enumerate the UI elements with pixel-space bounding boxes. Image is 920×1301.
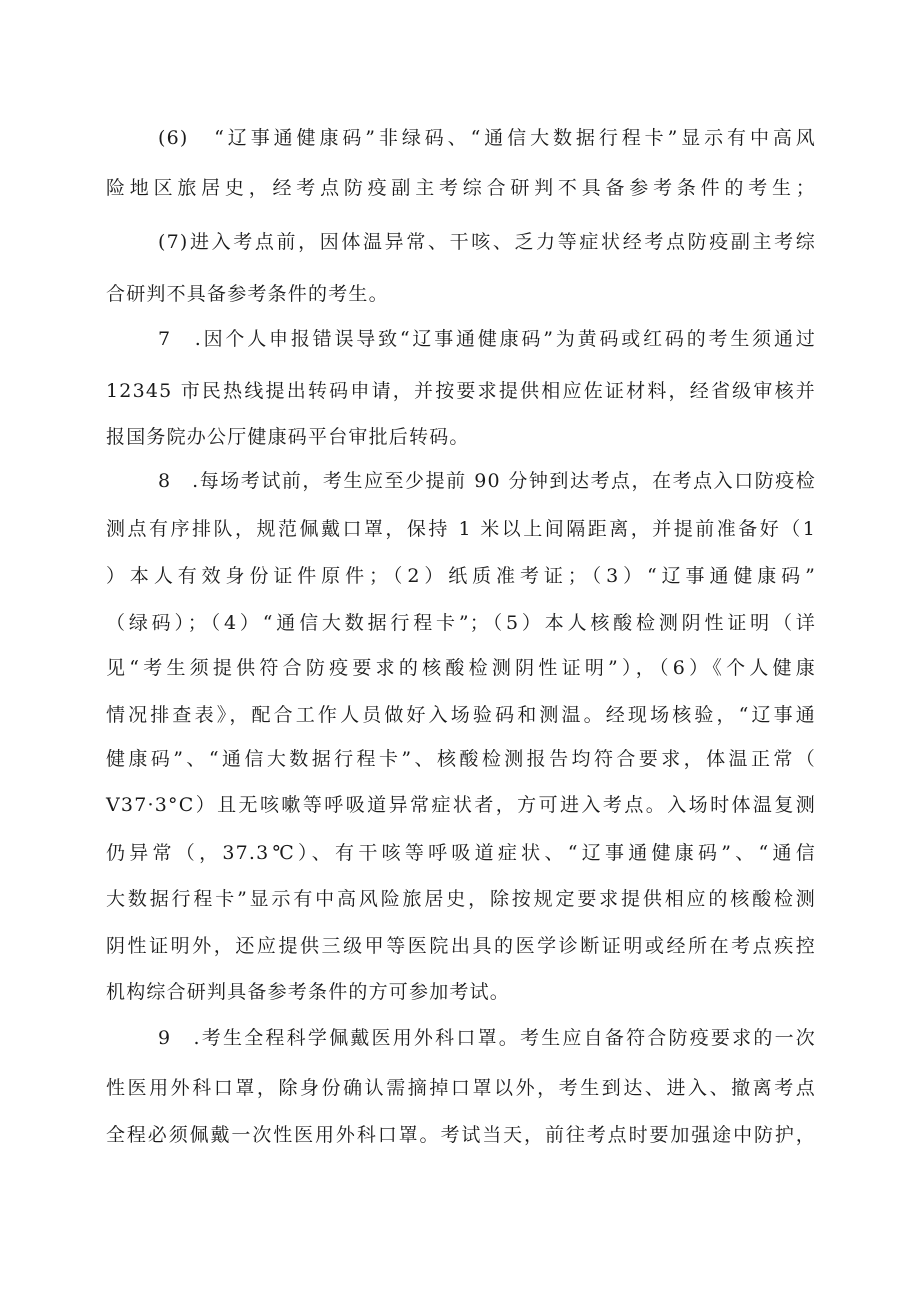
text-line: 全程必须佩戴一次性医用外科口罩。考试当天，前往考点时要加强途中防护， [106,1124,816,1146]
text-line: 性医用外科口罩，除身份确认需摘掉口罩以外，考生到达、进入、撤离考点 [106,1077,816,1099]
text-line: 9 .考生全程科学佩戴医用外科口罩。考生应自备符合防疫要求的一次 [158,1027,816,1049]
text-line: 合研判不具备参考条件的考生。 [106,283,389,305]
text-line: 12345 市民热线提出转码申请，并按要求提供相应佐证材料，经省级审核并 [106,380,816,402]
text-line: (6) “辽事通健康码”非绿码、“通信大数据行程卡”显示有中高风 [158,127,816,149]
text-line: 7 .因个人申报错误导致“辽事通健康码”为黄码或红码的考生须通过 [158,328,816,350]
text-line: 健康码”、“通信大数据行程卡”、核酸检测报告均符合要求，体温正常（ [106,748,816,770]
text-line: 测点有序排队，规范佩戴口罩，保持 1 米以上间隔距离，并提前准备好（1 [106,518,816,540]
text-line: 情况排查表》，配合工作人员做好入场验码和测温。经现场核验，“辽事通 [106,704,816,726]
text-line: （绿码）；（4）“通信大数据行程卡”；（5）本人核酸检测阴性证明（详 [106,612,816,634]
text-line: 8 .每场考试前，考生应至少提前 90 分钟到达考点，在考点入口防疫检 [158,470,816,492]
text-line: (7)进入考点前，因体温异常、干咳、乏力等症状经考点防疫副主考综 [158,231,816,253]
text-line: V37·3°C）且无咳嗽等呼吸道异常症状者，方可进入考点。入场时体温复测 [106,794,816,816]
text-line: 险地区旅居史，经考点防疫副主考综合研判不具备参考条件的考生； [106,177,816,199]
text-line: 仍异常（，37.3℃）、有干咳等呼吸道症状、“辽事通健康码”、“通信 [106,842,816,864]
text-line: 报国务院办公厅健康码平台审批后转码。 [106,426,470,448]
text-line: 机构综合研判具备参考条件的方可参加考试。 [106,981,511,1003]
text-line: ）本人有效身份证件原件；（2）纸质准考证；（3）“辽事通健康码” [106,565,816,587]
text-line: 见“考生须提供符合防疫要求的核酸检测阴性证明”），（6）《个人健康 [106,657,816,679]
text-line: 阴性证明外，还应提供三级甲等医院出具的医学诊断证明或经所在考点疾控 [106,935,816,957]
text-line: 大数据行程卡”显示有中高风险旅居史，除按规定要求提供相应的核酸检测 [106,888,816,910]
